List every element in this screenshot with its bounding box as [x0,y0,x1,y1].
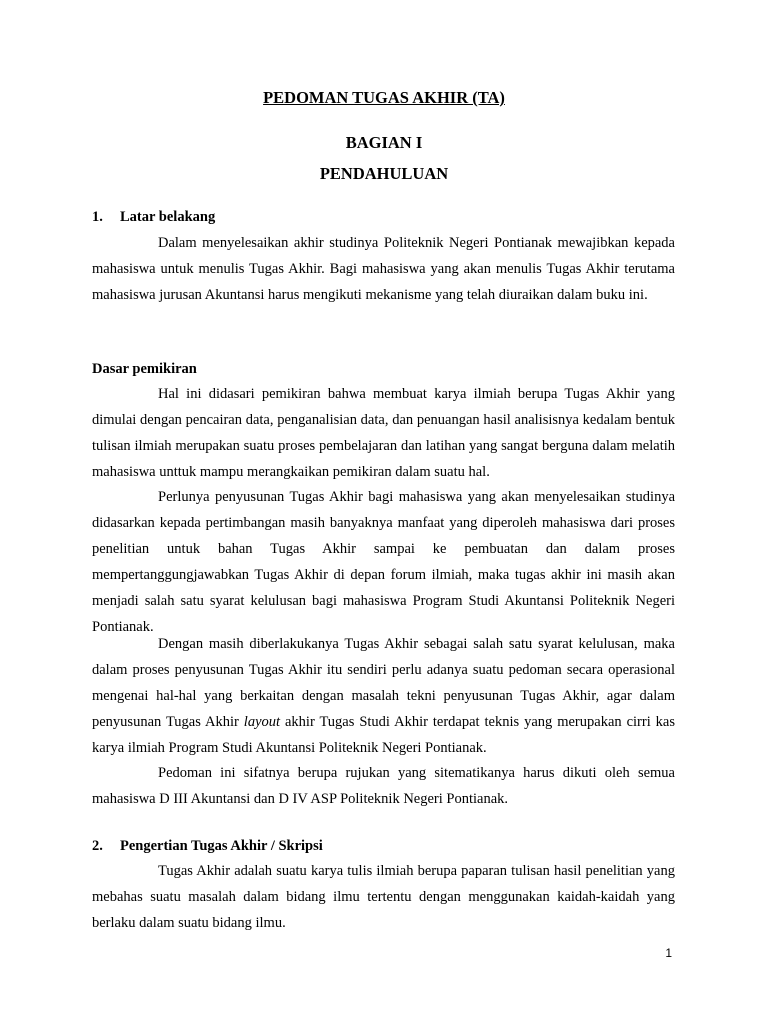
chapter-label: BAGIAN I [345,133,423,152]
paragraph-pengertian: Tugas Akhir adalah suatu karya tulis ilmiah berupa paparan tulisan hasil penelitian yang mebahas suatu masalah dalam bidang ilmu tertentu dengan menggunakan kaidah-kaidah yang berlaku dalam suatu bidang ilmu. [92,863,675,931]
section-heading-text: Dasar pemikiran [92,361,197,377]
paragraph-dasar-3 [92,631,675,761]
paragraph-dasar-1: Hal ini didasari pemikiran bahwa membuat karya ilmiah berupa Tugas Akhir yang dimulai dengan pencairan data, penganalisian data, dan penuangan hasil analisisnya kedalam bentuk tulisan ilmiah merupakan suatu proses pembelajaran dan latihan yang sangat berguna dalam melatih mahasiswa unttuk mampu merangkaikan pemikiran dalam suatu hal. [92,386,675,480]
section-heading-text: Latar belakang [120,209,216,225]
section-number: 2. [92,838,103,854]
paragraph-latar-belakang: Dalam menyelesaikan akhir studinya Politeknik Negeri Pontianak mewajibkan kepada mahasiswa untuk menulis Tugas Akhir. Bagi mahasiswa yang akan menulis Tugas Akhir terutama mahasiswa jurusan Akuntansi harus mengikuti mekanisme yang telah diuraikan dalam buku ini. [92,235,675,303]
section-heading-latar-belakang [92,209,215,226]
section-heading-text: Pengertian Tugas Akhir / Skripsi [120,838,323,854]
chapter-title: PENDAHULUAN [319,164,449,183]
document-title: PEDOMAN TUGAS AKHIR (TA) [263,88,505,107]
section-number: 1. [92,209,103,225]
section-heading-dasar-pemikiran [92,361,197,378]
page-number: 1 [665,946,672,960]
paragraph-dasar-3-text-b: akhir Tugas Studi Akhir terdapat teknis yang merupakan cirri kas karya ilmiah Program Studi Akuntansi Politeknik Negeri Pontianak. [92,714,675,756]
section-heading-pengertian [92,838,323,855]
paragraph-dasar-2: Perlunya penyusunan Tugas Akhir bagi mahasiswa yang akan menyelesaikan studinya didasarkan kepada pertimbangan masih banyaknya manfaat yang diperoleh mahasiswa dari proses penelitian untuk bahan Tugas Akhir sampai ke pembuatan dan dalam proses mempertanggungjawabkan Tugas Akhir di depan forum ilmiah, maka tugas akhir ini masih akan menjadi salah satu syarat kelulusan bagi mahasiswa Program Studi Akuntansi Politeknik Negeri Pontianak. [92,489,675,635]
paragraph-dasar-3-text-a: Dengan masih diberlakukanya Tugas Akhir sebagai salah satu syarat kelulusan, maka dalam proses penyusunan Tugas Akhir itu sendiri perlu adanya suatu pedoman secara operasional mengenai hal-hal yang berkaitan dengan masalah tekni penyusunan Tugas Akhir, agar dalam penyusunan Tugas Akhir [92,636,675,730]
italic-term-layout: layout [243,714,281,730]
paragraph-dasar-4: Pedoman ini sifatnya berupa rujukan yang sitematikanya harus dikuti oleh semua mahasiswa D III Akuntansi dan D IV ASP Politeknik Negeri Pontianak. [92,765,675,807]
